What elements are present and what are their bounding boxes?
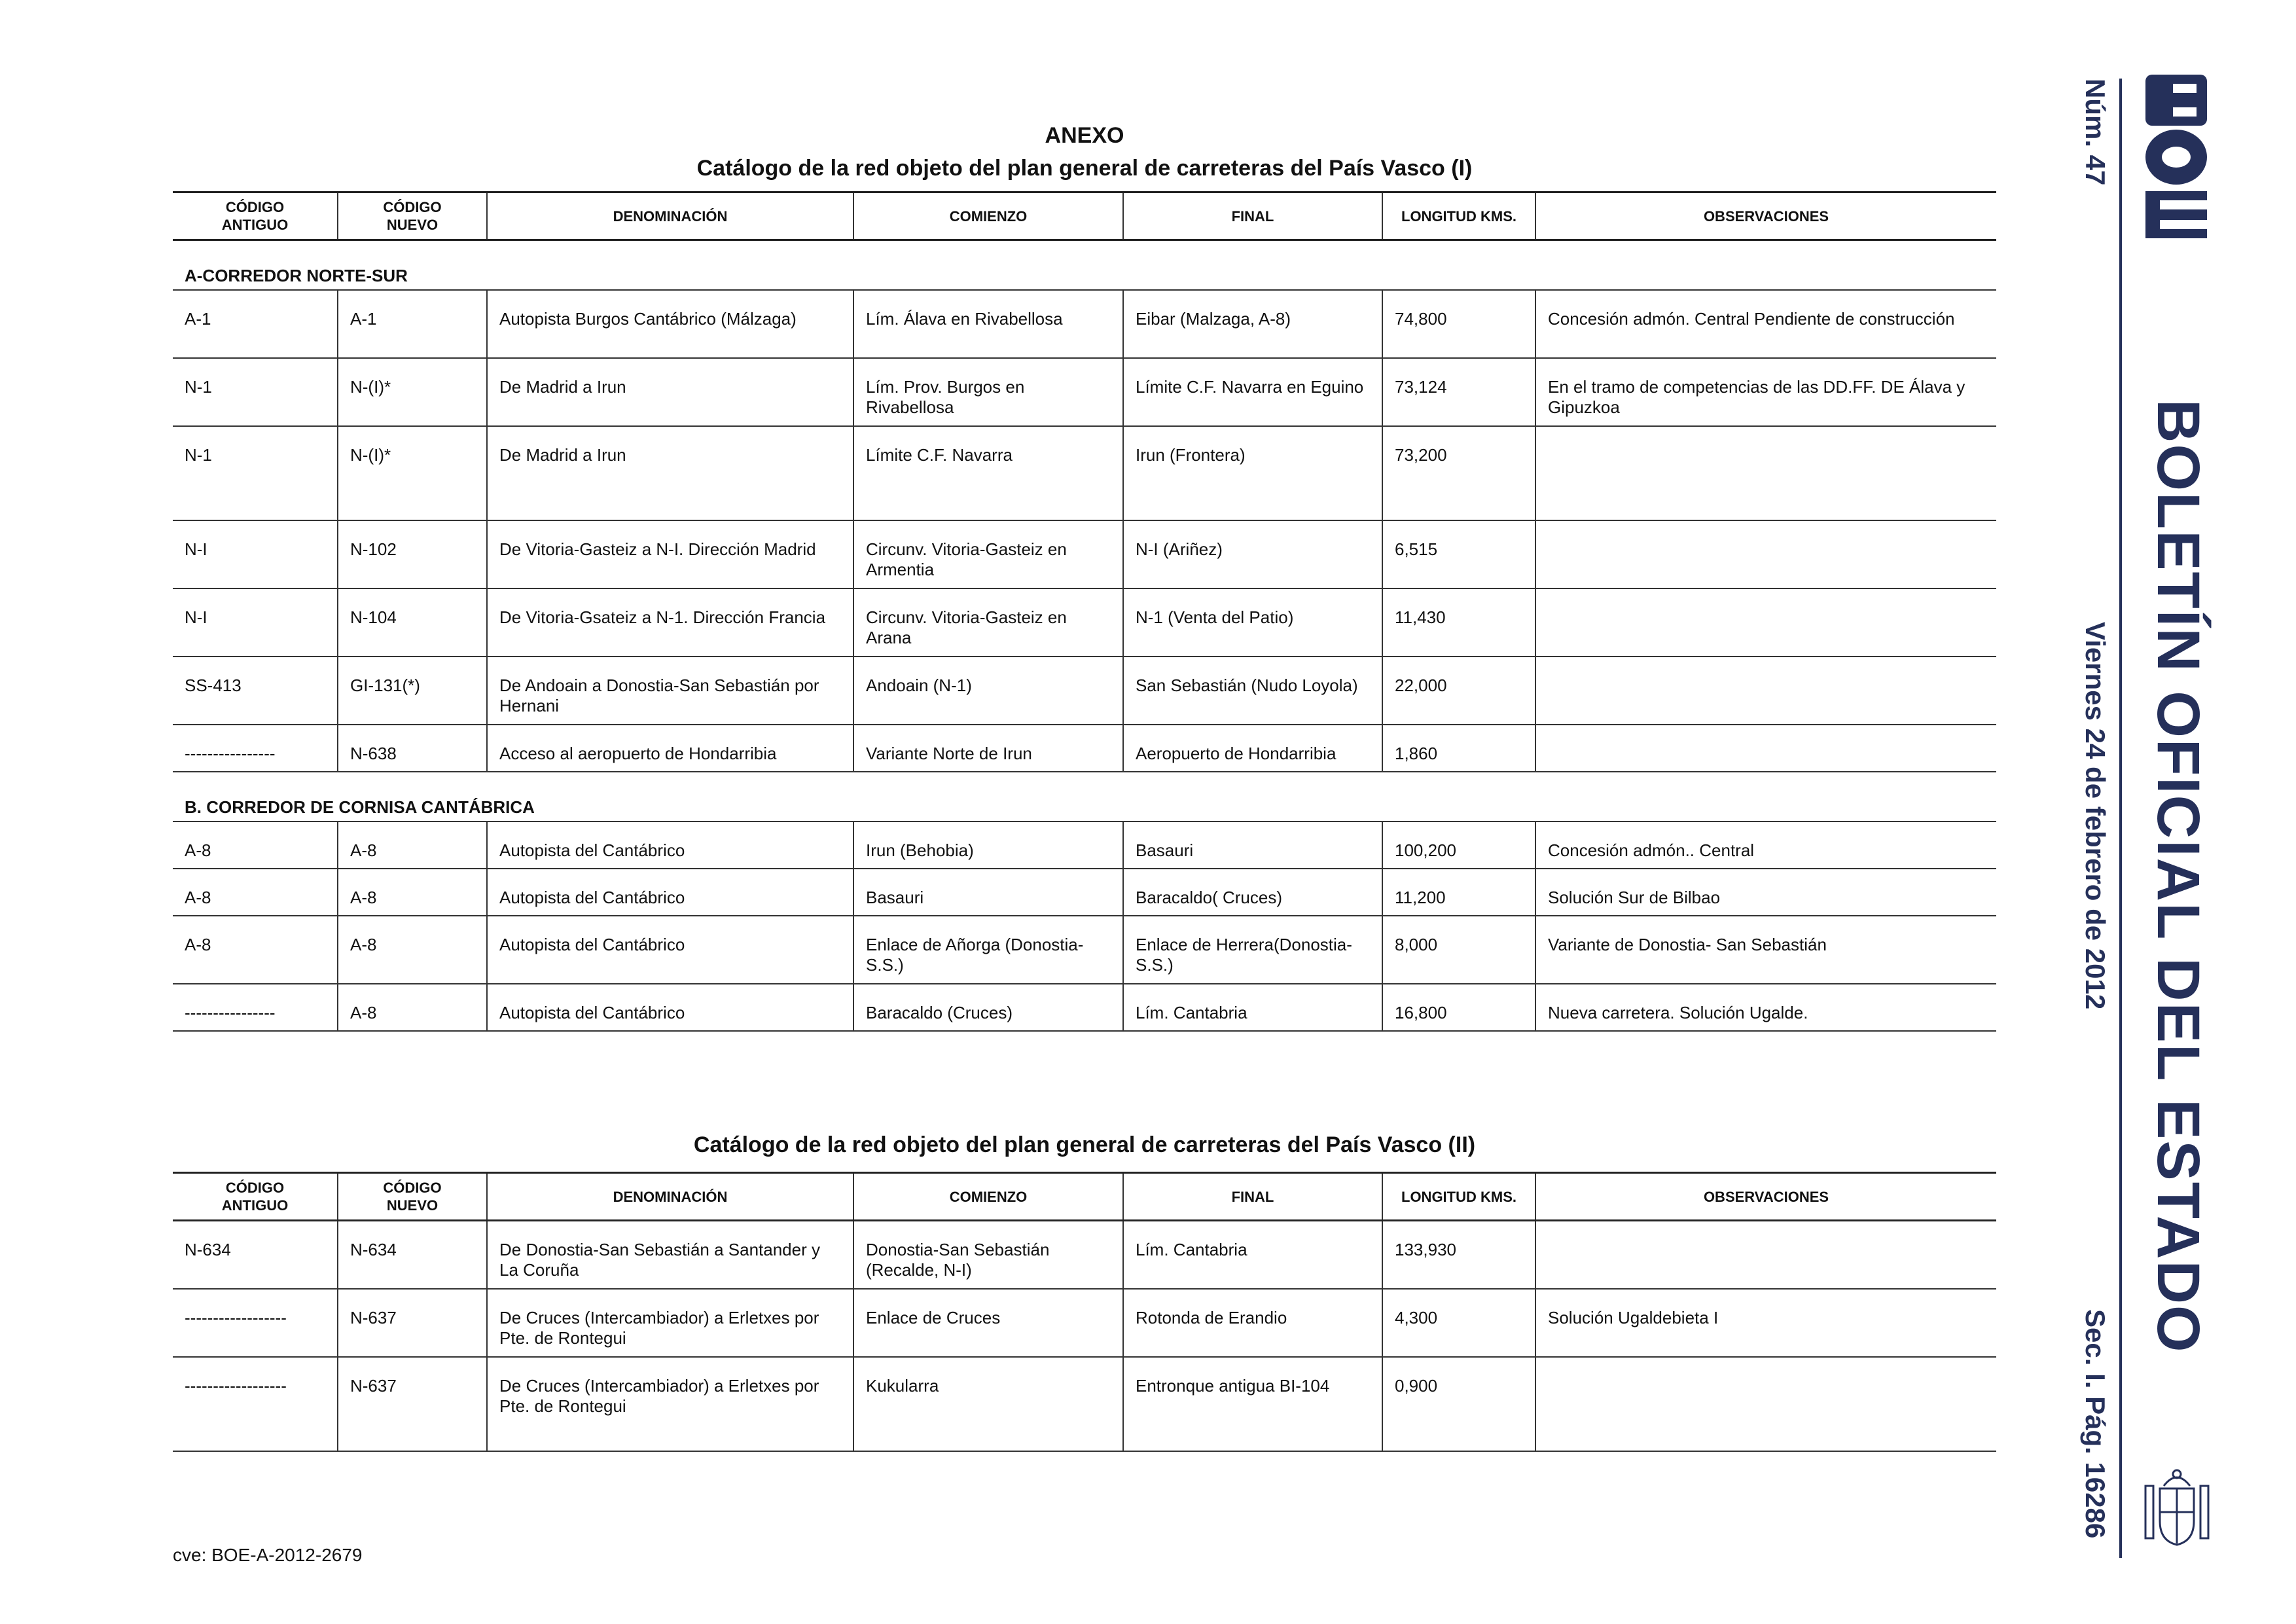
cell-comienzo: Baracaldo (Cruces) <box>853 984 1123 1031</box>
cell-final: Baracaldo( Cruces) <box>1123 869 1382 916</box>
cell-comienzo: Lím. Prov. Burgos en Rivabellosa <box>853 358 1123 426</box>
table-row <box>173 1357 1996 1451</box>
table-row <box>173 1221 1996 1290</box>
table-row <box>173 358 1996 426</box>
cell-final: N-I (Ariñez) <box>1123 520 1382 588</box>
cell-denominacion: De Cruces (Intercambiador) a Erletxes por Pte. de Rontegui <box>487 1357 853 1451</box>
table-row <box>173 821 1996 869</box>
cell-comienzo: Variante Norte de Irun <box>853 725 1123 772</box>
cell-observaciones: Solución Sur de Bilbao <box>1535 869 1996 916</box>
cell-final: Lím. Cantabria <box>1123 1221 1382 1290</box>
cell-codigo-antiguo: ------------------ <box>173 1357 338 1451</box>
cell-codigo-nuevo: A-8 <box>338 869 487 916</box>
catalog-2-header-row <box>173 1173 1996 1221</box>
cell-longitud: 6,515 <box>1382 520 1535 588</box>
cell-codigo-antiguo: N-1 <box>173 358 338 426</box>
cell-comienzo: Basauri <box>853 869 1123 916</box>
cell-codigo-nuevo: A-8 <box>338 821 487 869</box>
table-row <box>173 869 1996 916</box>
cell-observaciones <box>1535 1221 1996 1290</box>
cell-codigo-nuevo: N-634 <box>338 1221 487 1290</box>
cell-comienzo: Lím. Álava en Rivabellosa <box>853 290 1123 358</box>
cell-codigo-antiguo: A-8 <box>173 821 338 869</box>
table-row <box>173 290 1996 358</box>
cell-comienzo: Enlace de Cruces <box>853 1289 1123 1357</box>
cell-denominacion: De Andoain a Donostia-San Sebastián por Hernani <box>487 657 853 725</box>
cell-denominacion: Autopista del Cantábrico <box>487 821 853 869</box>
cell-final: Aeropuerto de Hondarribia <box>1123 725 1382 772</box>
table-row <box>173 520 1996 588</box>
cell-observaciones <box>1535 657 1996 725</box>
cell-codigo-nuevo: N-(I)* <box>338 358 487 426</box>
cell-codigo-nuevo: N-(I)* <box>338 426 487 520</box>
cell-comienzo: Enlace de Añorga (Donostia-S.S.) <box>853 916 1123 984</box>
cell-codigo-nuevo: N-638 <box>338 725 487 772</box>
cell-codigo-nuevo: N-104 <box>338 588 487 657</box>
coat-of-arms-icon <box>2138 1466 2216 1555</box>
cell-codigo-antiguo: N-1 <box>173 426 338 520</box>
cell-codigo-antiguo: N-634 <box>173 1221 338 1290</box>
table-row <box>173 426 1996 520</box>
cell-denominacion: De Madrid a Irun <box>487 358 853 426</box>
cve-code: cve: BOE-A-2012-2679 <box>173 1545 363 1565</box>
cell-comienzo: Circunv. Vitoria-Gasteiz en Armentia <box>853 520 1123 588</box>
cell-codigo-nuevo: A-8 <box>338 916 487 984</box>
table-row <box>173 1289 1996 1357</box>
cell-codigo-antiguo: SS-413 <box>173 657 338 725</box>
cell-observaciones <box>1535 588 1996 657</box>
journal-title: BOLETÍN OFICIAL DEL ESTADO <box>2145 399 2212 1354</box>
cell-observaciones <box>1535 725 1996 772</box>
cell-observaciones <box>1535 426 1996 520</box>
cell-longitud: 74,800 <box>1382 290 1535 358</box>
cell-codigo-nuevo: N-637 <box>338 1357 487 1451</box>
catalog-2-title: Catálogo de la red objeto del plan general de carreteras del País Vasco (II) <box>693 1132 1476 1157</box>
header-final: FINAL <box>1123 192 1382 240</box>
cell-denominacion: De Donostia-San Sebastián a Santander y La Coruña <box>487 1221 853 1290</box>
table-row <box>173 657 1996 725</box>
cell-final: Basauri <box>1123 821 1382 869</box>
cell-comienzo: Donostia-San Sebastián (Recalde, N-I) <box>853 1221 1123 1290</box>
cell-denominacion: De Vitoria-Gasteiz a N-I. Dirección Madrid <box>487 520 853 588</box>
catalog-1-table <box>173 191 1996 1032</box>
cell-denominacion: De Madrid a Irun <box>487 426 853 520</box>
header-longitud: LONGITUD KMS. <box>1382 192 1535 240</box>
cell-longitud: 4,300 <box>1382 1289 1535 1357</box>
cell-codigo-antiguo: ------------------ <box>173 1289 338 1357</box>
cell-denominacion: De Vitoria-Gsateiz a N-1. Dirección Francia <box>487 588 853 657</box>
cell-codigo-nuevo: A-8 <box>338 984 487 1031</box>
header-observaciones: OBSERVACIONES <box>1535 1173 1996 1221</box>
header-observaciones: OBSERVACIONES <box>1535 192 1996 240</box>
cell-longitud: 73,124 <box>1382 358 1535 426</box>
header-denominacion: DENOMINACIÓN <box>487 192 853 240</box>
cell-codigo-antiguo: N-I <box>173 520 338 588</box>
header-codigo-nuevo: CÓDIGO NUEVO <box>338 192 487 240</box>
table-row <box>173 916 1996 984</box>
header-codigo-antiguo: CÓDIGO ANTIGUO <box>173 192 338 240</box>
cell-comienzo: Límite C.F. Navarra <box>853 426 1123 520</box>
cell-observaciones: Nueva carretera. Solución Ugalde. <box>1535 984 1996 1031</box>
header-denominacion: DENOMINACIÓN <box>487 1173 853 1221</box>
cell-codigo-antiguo: A-1 <box>173 290 338 358</box>
header-longitud: LONGITUD KMS. <box>1382 1173 1535 1221</box>
catalog-2-body <box>173 1221 1996 1452</box>
table-row <box>173 984 1996 1031</box>
cell-final: Entronque antigua BI-104 <box>1123 1357 1382 1451</box>
table-row <box>173 588 1996 657</box>
boe-logo-icon <box>2140 72 2212 245</box>
cell-final: Rotonda de Erandio <box>1123 1289 1382 1357</box>
header-codigo-antiguo: CÓDIGO ANTIGUO <box>173 1173 338 1221</box>
cell-codigo-nuevo: GI-131(*) <box>338 657 487 725</box>
cell-final: Enlace de Herrera(Donostia-S.S.) <box>1123 916 1382 984</box>
header-final: FINAL <box>1123 1173 1382 1221</box>
cell-longitud: 1,860 <box>1382 725 1535 772</box>
cell-comienzo: Kukularra <box>853 1357 1123 1451</box>
cell-observaciones: Variante de Donostia- San Sebastián <box>1535 916 1996 984</box>
cell-codigo-nuevo: N-637 <box>338 1289 487 1357</box>
cell-comienzo: Circunv. Vitoria-Gasteiz en Arana <box>853 588 1123 657</box>
cell-final: San Sebastián (Nudo Loyola) <box>1123 657 1382 725</box>
issue-date: Viernes 24 de febrero de 2012 <box>2080 622 2111 1010</box>
issue-number: Núm. 47 <box>2080 79 2111 186</box>
section-row <box>173 772 1996 821</box>
cell-final: Lím. Cantabria <box>1123 984 1382 1031</box>
cell-denominacion: Autopista Burgos Cantábrico (Málzaga) <box>487 290 853 358</box>
cell-observaciones: En el tramo de competencias de las DD.FF. DE Álava y Gipuzkoa <box>1535 358 1996 426</box>
cell-longitud: 16,800 <box>1382 984 1535 1031</box>
cell-longitud: 22,000 <box>1382 657 1535 725</box>
table-row <box>173 725 1996 772</box>
cell-codigo-nuevo: A-1 <box>338 290 487 358</box>
cell-codigo-antiguo: A-8 <box>173 869 338 916</box>
cell-longitud: 100,200 <box>1382 821 1535 869</box>
cell-final: Límite C.F. Navarra en Eguino <box>1123 358 1382 426</box>
cell-longitud: 8,000 <box>1382 916 1535 984</box>
cell-observaciones <box>1535 520 1996 588</box>
cell-final: Eibar (Malzaga, A-8) <box>1123 290 1382 358</box>
cell-codigo-nuevo: N-102 <box>338 520 487 588</box>
cell-observaciones: Concesión admón.. Central <box>1535 821 1996 869</box>
cell-denominacion: Autopista del Cantábrico <box>487 984 853 1031</box>
cell-longitud: 11,200 <box>1382 869 1535 916</box>
cell-final: N-1 (Venta del Patio) <box>1123 588 1382 657</box>
section-title: A-CORREDOR NORTE-SUR <box>173 240 1996 291</box>
cell-denominacion: De Cruces (Intercambiador) a Erletxes por Pte. de Rontegui <box>487 1289 853 1357</box>
cell-observaciones: Solución Ugaldebieta I <box>1535 1289 1996 1357</box>
section-page: Sec. I. Pág. 16286 <box>2080 1309 2111 1539</box>
header-comienzo: COMIENZO <box>853 192 1123 240</box>
cell-codigo-antiguo: ---------------- <box>173 984 338 1031</box>
cell-comienzo: Andoain (N-1) <box>853 657 1123 725</box>
cell-codigo-antiguo: ---------------- <box>173 725 338 772</box>
cell-longitud: 0,900 <box>1382 1357 1535 1451</box>
catalog-1-title: Catálogo de la red objeto del plan general de carreteras del País Vasco (I) <box>696 156 1473 181</box>
cell-codigo-antiguo: N-I <box>173 588 338 657</box>
header-codigo-nuevo: CÓDIGO NUEVO <box>338 1173 487 1221</box>
cell-longitud: 73,200 <box>1382 426 1535 520</box>
header-comienzo: COMIENZO <box>853 1173 1123 1221</box>
cell-longitud: 133,930 <box>1382 1221 1535 1290</box>
cell-observaciones: Concesión admón. Central Pendiente de construcción <box>1535 290 1996 358</box>
anexo-title: ANEXO <box>1045 123 1124 148</box>
section-row <box>173 240 1996 291</box>
cell-observaciones <box>1535 1357 1996 1451</box>
catalog-1-body <box>173 240 1996 1032</box>
catalog-1-header-row <box>173 192 1996 240</box>
section-title: B. CORREDOR DE CORNISA CANTÁBRICA <box>173 772 1996 821</box>
cell-comienzo: Irun (Behobia) <box>853 821 1123 869</box>
sidebar-divider <box>2119 79 2122 1558</box>
cell-denominacion: Autopista del Cantábrico <box>487 869 853 916</box>
cell-denominacion: Autopista del Cantábrico <box>487 916 853 984</box>
cell-denominacion: Acceso al aeropuerto de Hondarribia <box>487 725 853 772</box>
cell-codigo-antiguo: A-8 <box>173 916 338 984</box>
catalog-2-table <box>173 1172 1996 1452</box>
cell-final: Irun (Frontera) <box>1123 426 1382 520</box>
cell-longitud: 11,430 <box>1382 588 1535 657</box>
